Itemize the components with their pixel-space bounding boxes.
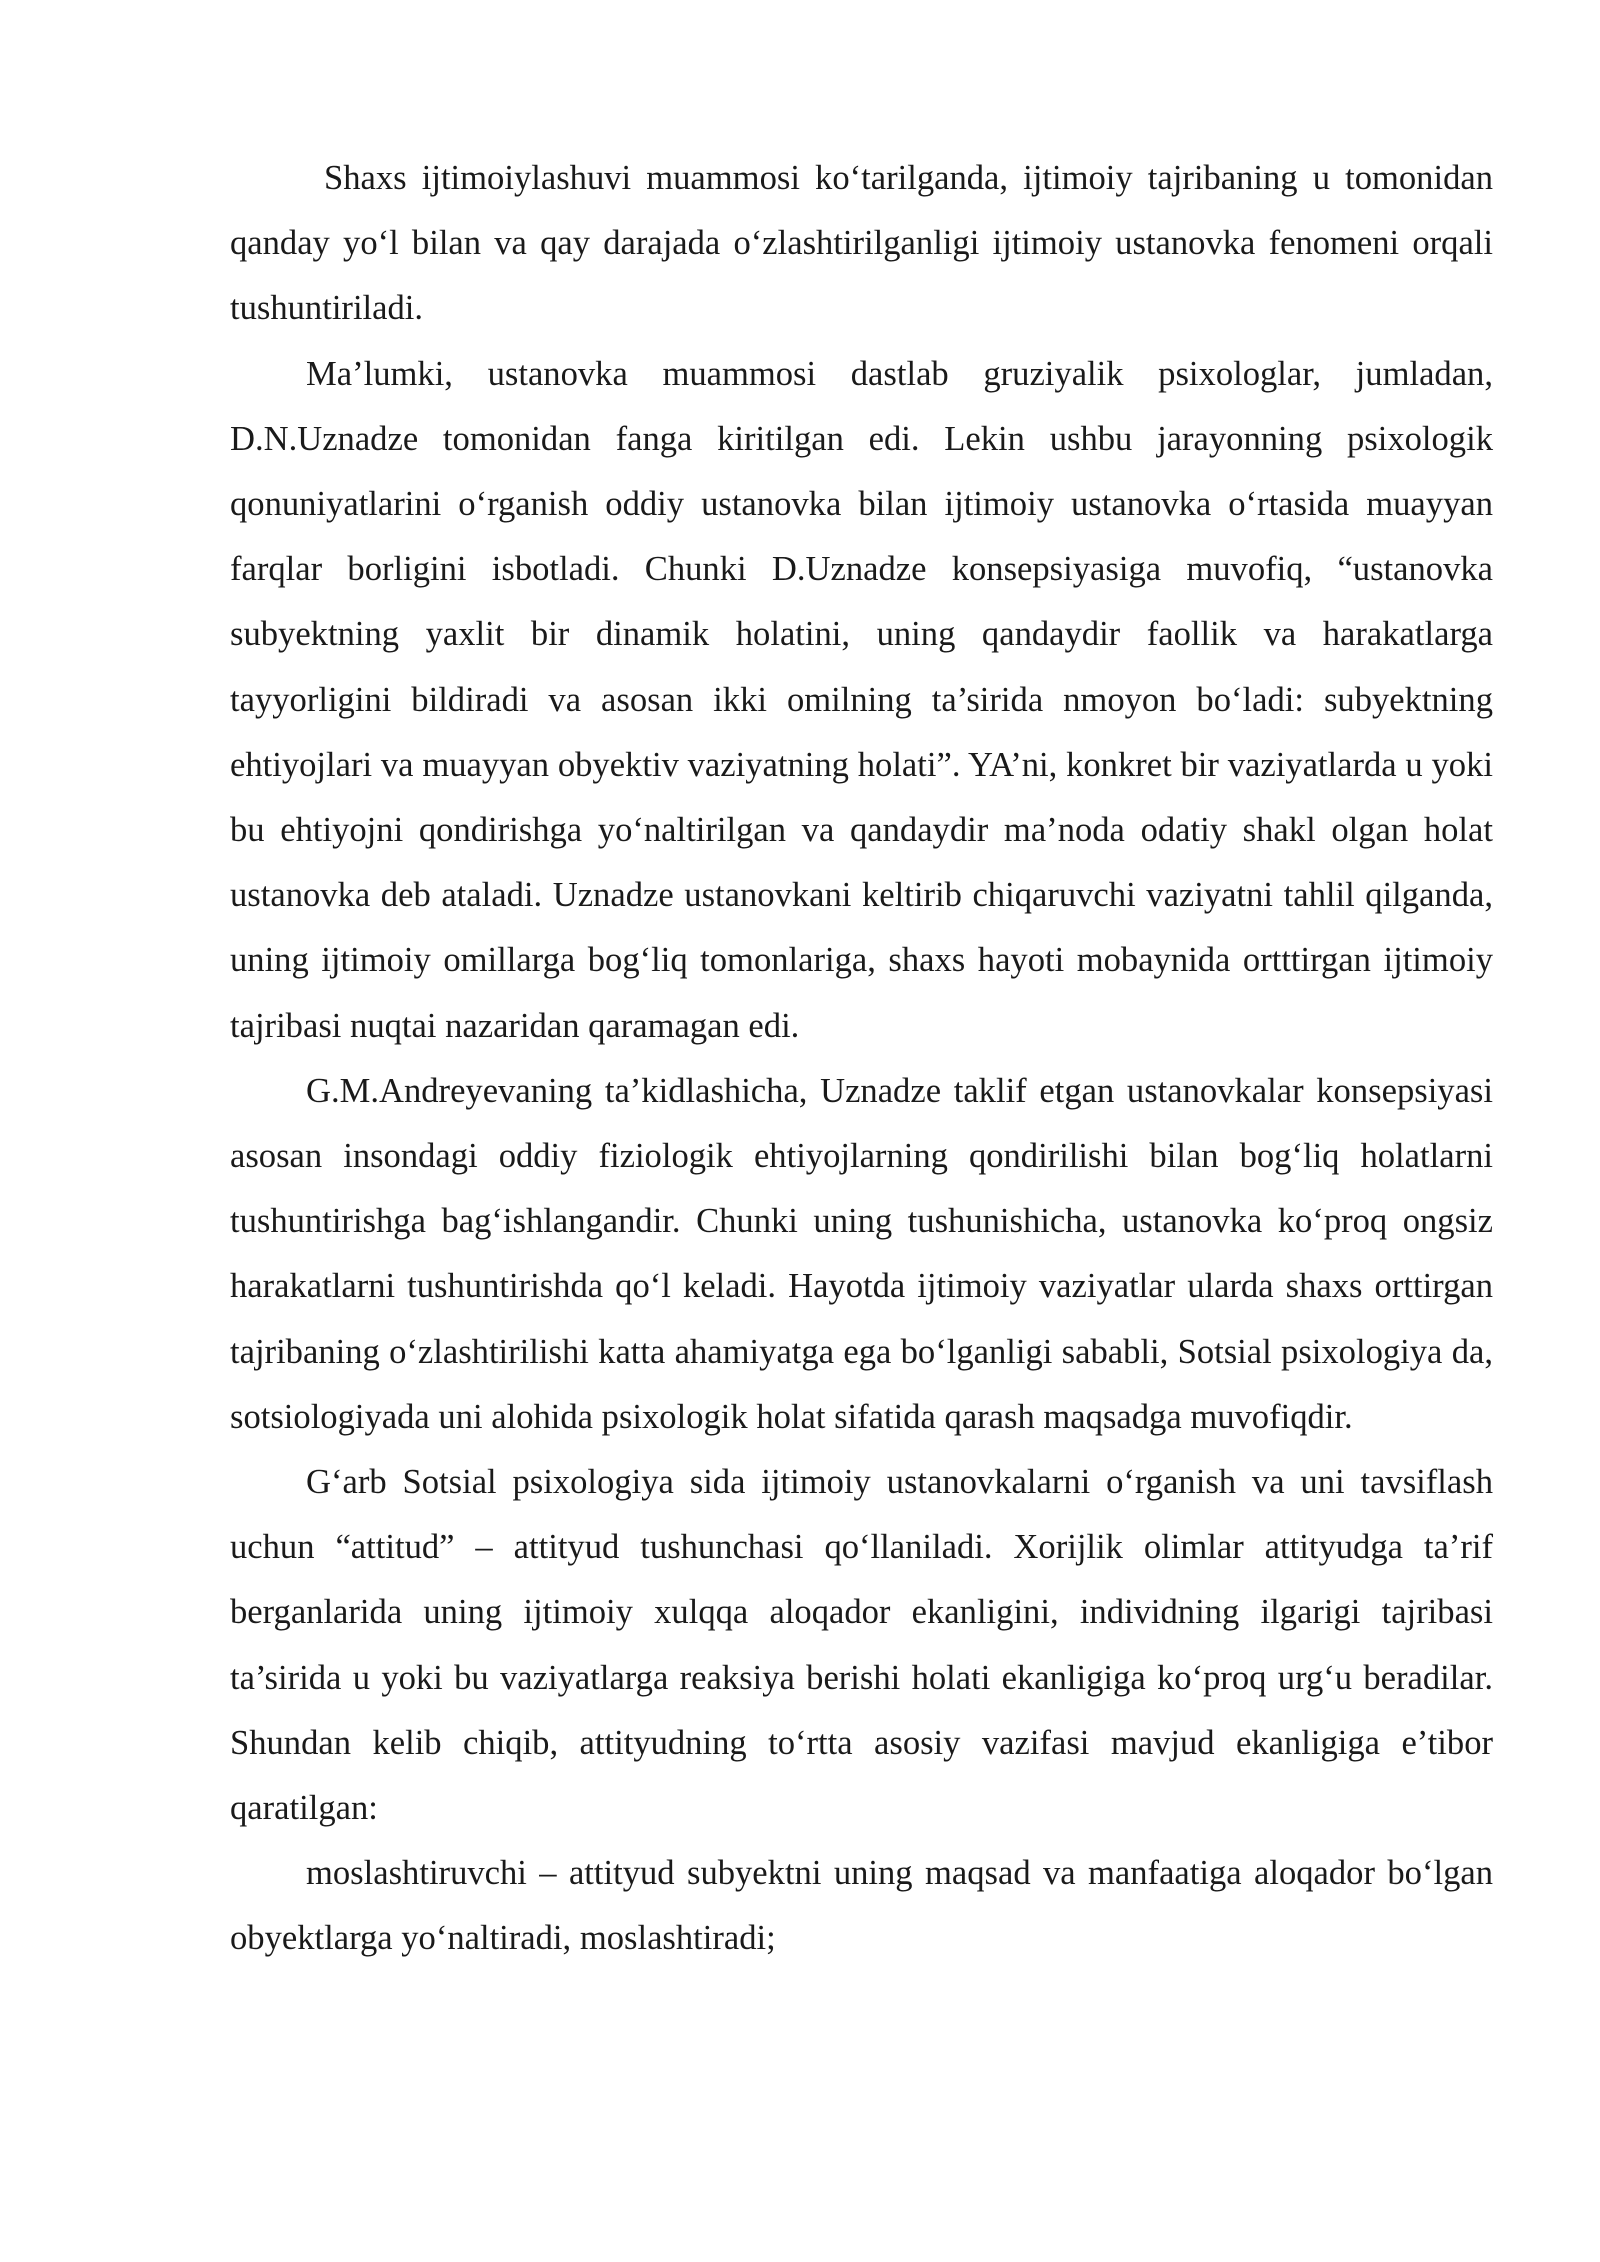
- document-page: [230, 146, 1493, 1972]
- paragraph-socialization: Shaxs ijtimoiylashuvi muammosi ko‘tarilganda, ijtimoiy tajribaning u tomonidan qanday yo‘l bilan va qay darajada o‘zlashtirilganligi ijtimoiy ustanovka fenomeni orqali tushuntiriladi.: [230, 159, 1493, 328]
- paragraph-adaptive-function: moslashtiruvchi – attityud subyektni uning maqsad va manfaatiga aloqador bo‘lgan obyektlarga yo‘naltiradi, moslashtiradi;: [230, 1854, 1493, 1958]
- paragraph-uznadze-concept: Ma’lumki, ustanovka muammosi dastlab gruziyalik psixologlar, jumladan, D.N.Uznadze tomonidan fanga kiritilgan edi. Lekin ushbu jarayonning psixologik qonuniyatlarini o‘rganish oddiy ustanovka bilan ijtimoiy ustanovka o‘rtasida muayyan farqlar borligini isbotladi. Chunki D.Uznadze konsepsiyasiga muvofiq, “ustanovka subyektning yaxlit bir dinamik holatini, uning qandaydir faollik va harakatlarga tayyorligini bildiradi va asosan ikki omilning ta’sirida nmoyon bo‘ladi: subyektning ehtiyojlari va muayyan obyektiv vaziyatning holati”. YA’ni, konkret bir vaziyatlarda u yoki bu ehtiyojni qondirishga yo‘naltirilgan va qandaydir ma’noda odatiy shakl olgan holat ustanovka deb ataladi. Uznadze ustanovkani keltirib chiqaruvchi vaziyatni tahlil qilganda, uning ijtimoiy omillarga bog‘liq tomonlariga, shaxs hayoti mobaynida ortttirgan ijtimoiy tajribasi nuqtai nazaridan qaramagan edi.: [230, 354, 1493, 1045]
- paragraph-andreyeva: G.M.Andreyevaning ta’kidlashicha, Uznadze taklif etgan ustanovkalar konsepsiyasi asosan insondagi oddiy fiziologik ehtiyojlarning qondirilishi bilan bog‘liq holatlarni tushuntirishga bag‘ishlangandir. Chunki uning tushunishicha, ustanovka ko‘proq ongsiz harakatlarni tushuntirishda qo‘l keladi. Hayotda ijtimoiy vaziyatlar ularda shaxs orttirgan tajribaning o‘zlashtirilishi katta ahamiyatga ega bo‘lganligi sababli, Sotsial psixologiya da, sotsiologiyada uni alohida psixologik holat sifatida qarash maqsadga muvofiqdir.: [230, 1071, 1493, 1436]
- paragraph-attitude-west: G‘arb Sotsial psixologiya sida ijtimoiy ustanovkalarni o‘rganish va uni tavsiflash uchun “attitud” – attityud tushunchasi qo‘llaniladi. Xorijlik olimlar attityudga ta’rif berganlarida uning ijtimoiy xulqqa aloqador ekanligini, individning ilgarigi tajribasi ta’sirida u yoki bu vaziyatlarga reaksiya berishi holati ekanligiga ko‘proq urg‘u beradilar. Shundan kelib chiqib, attityudning to‘rtta asosiy vazifasi mavjud ekanligiga e’tibor qaratilgan:: [230, 1463, 1493, 1828]
